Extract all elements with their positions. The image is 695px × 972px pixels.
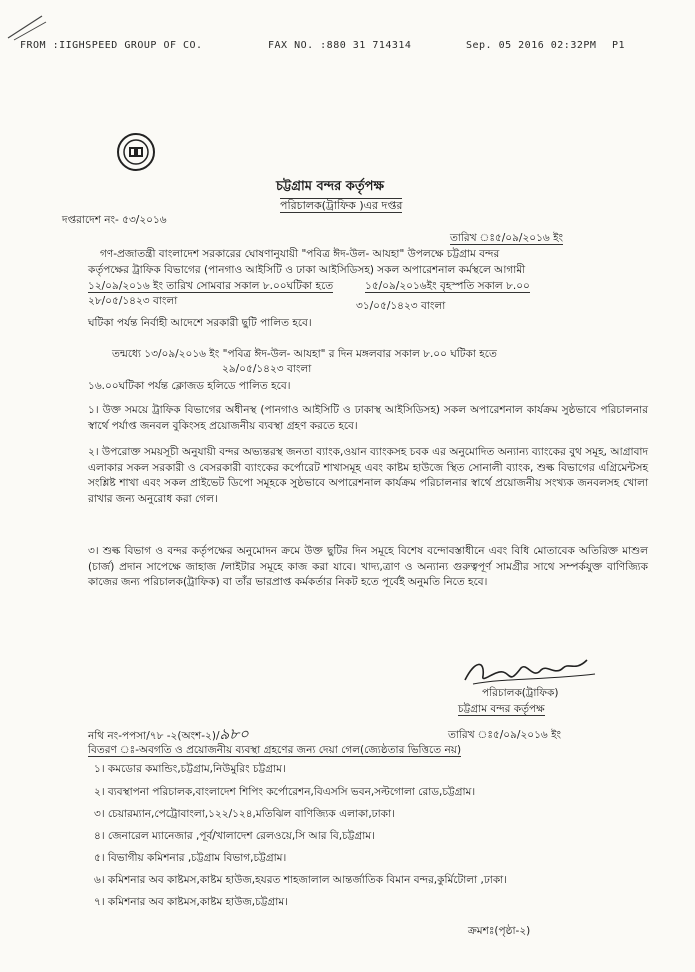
office-subtitle [280, 197, 402, 216]
item-3: ৩। শুল্ক বিভাগ ও বন্দর কর্তৃপক্ষের অনুমোদন ক্রমে উক্ত ছুটির দিন সমূহে বিশেষ বন্দোবস্তাধীনে এবং বিধি মোতাবেক অতিরিক্ত মাশুল (চার্জ) প্রদান সাপেক্ষে জাহাজ /লাইটার সমূহে কাজ করা যাবে। খাদ্য,ত্রাণ ও অন্যান্য গুরুত্বপূর্ণ সামগ্রীর সাথে সম্পর্কযুক্ত বাণিজ্যিক কাজের জন্য পরিচালক(ট্রাফিক) বা তাঁর ভারপ্রাপ্ত কর্মকর্তার নিকট হতে পূর্বেই অনুমতি নিতে হবে। [88, 545, 648, 588]
signatory-org-text: চট্টগ্রাম বন্দর কর্তৃপক্ষ [458, 703, 545, 715]
fax-from: FROM :IIGHSPEED GROUP OF CO. [20, 40, 203, 51]
order-date-text: তারিখ ঃ৫/০৯/২০১৬ ইং [450, 232, 564, 244]
order-date [450, 231, 563, 245]
p1-line3b-text: ১৫/০৯/২০১৬ইং বৃহস্পতি সকাল ৮.০০ [365, 280, 530, 292]
item-1: ১। উক্ত সময়ে ট্রাফিক বিভাগের অধীনস্থ (পানগাও আইসিটি ও ঢাকাস্থ আইসিডিসহ) সকল অপারেশনাল কার্যক্রম সুষ্ঠভাবে পরিচালনার স্বার্থে পর্যাপ্ত জনবল বুকিংসহ প্রয়োজনীয় ব্যবস্থা গ্রহণ করতে হবে। [88, 404, 648, 432]
p1-line5: ঘটিকা পর্যন্ত নির্বাহী আদেশে সরকারী ছুটি পালিত হবে। [88, 317, 312, 329]
authority-title: চট্টগ্রাম বন্দর কর্তৃপক্ষ [276, 179, 385, 194]
distribution-item: ৬। কমিশনার অব কাষ্টমস,কাষ্টম হাউজ,হযরত শাহজালাল আন্তর্জাতিক বিমান বন্দর,কুর্মিটোলা ,ঢাকা। [94, 874, 507, 886]
p1-line3b [365, 279, 530, 293]
p1-line4b: ৩১/০৫/১৪২৩ বাংলা [356, 300, 446, 312]
office-subtitle-text: পরিচালক(ট্রাফিক )এর দপ্তর [280, 199, 403, 212]
item-2: ২। উপরোক্ত সময়সূচী অনুযায়ী বন্দর অভ্যন্তরস্থ জনতা ব্যাংক,ওয়ান ব্যাংকসহ চবক এর অনুমোদিত অন্যান্য ব্যাংকের বুথ সমূহ, আগ্রাবাদ এলাকার সকল সরকারী ও বেসরকারী ব্যাংকের কর্পোরেট শাখাসমূহ এবং কাষ্টম হাউজে স্থিত সোনালী ব্যাংক, শুল্ক বিভাগের এগ্রিমেন্টসহ সংশ্লিষ্ট শাখা এবং সকল প্রাইভেট ডিপো সমূহকে সুষ্ঠভাবে অপারেশনাল কার্যক্রম পরিচালনার স্বার্থে প্রয়োজনীয় সংখ্যক জনবলসহ খোলা রাখার জন্য অনুরোধ করা গেল। [88, 446, 648, 505]
distribution-item: ৫। বিভাগীয় কমিশনার ,চট্টগ্রাম বিভাগ,চট্টগ্রাম। [94, 852, 287, 864]
p2-line1: তন্মধ্যে ১৩/০৯/২০১৬ ইং "পবিত্র ঈদ-উল- আযহা" র দিন মঙ্গলবার সকাল ৮.০০ ঘটিকা হতে [112, 348, 497, 360]
distribution-item: ২। ব্যবস্থাপনা পরিচালক,বাংলাদেশ শিপিং কর্পোরেশন,বিএসসি ভবন,সল্টগোলা রোড,চট্টগ্রাম। [94, 786, 476, 798]
distribution-title [88, 743, 461, 757]
memo-number [88, 727, 249, 743]
p2-line2: ২৯/০৫/১৪২৩ বাংলা [222, 363, 312, 375]
order-number: দপ্তরাদেশ নং- ৫৩/২০১৬ [62, 214, 167, 226]
memo-number-text: নথি নং-পপসা/৭৮ -২(অংশ-২)/ [88, 730, 220, 742]
continued-note: ক্রমশঃ(পৃষ্ঠা-২) [468, 925, 531, 937]
p2-line3: ১৬.০০ঘটিকা পর্যন্ত ক্লোজড হলিডে পালিত হবে। [88, 380, 291, 392]
memo-handwritten-number: ৯৮০ [219, 725, 249, 743]
memo-date: তারিখ ঃ৫/০৯/২০১৬ ইং [448, 729, 562, 741]
distribution-item: ৪। জেনারেল ম্যানেজার ,পূর্ব/খালাদেশ রেলওয়ে,সি আর বি,চট্টগ্রাম। [94, 830, 375, 842]
p1-line3a-text: ১২/০৯/২০১৬ ইং তারিখ সোমবার সকাল ৮.০০ঘটিকা হতে [88, 280, 334, 292]
distribution-item: ১। কমডোর কমান্ডিং,চট্টগ্রাম,নিউমুরিং চট্টগ্রাম। [94, 763, 286, 775]
distribution-item: ৭। কমিশনার অব কাষ্টমস,কাষ্টম হাউজ,চট্টগ্রাম। [94, 896, 288, 908]
p1-line1: গণ-প্রজাতন্ত্রী বাংলাদেশ সরকারের ঘোষণানুযায়ী "পবিত্র ঈদ-উল- আযহা" উপলক্ষে চট্টগ্রাম বন্দর [100, 248, 500, 260]
fax-page: P1 [612, 40, 626, 51]
fax-date: Sep. 05 2016 02:32PM [466, 40, 597, 51]
p1-line4a: ২৮/০৫/১৪২৩ বাংলা [88, 295, 178, 307]
p1-line3a [88, 279, 333, 293]
port-authority-logo [116, 132, 156, 172]
p1-line2: কর্তৃপক্ষের ট্রাফিক বিভাগের (পানগাও আইসিটি ও ঢাকা আইসিডিসহ) সকল অপারেশনাল কর্মস্থলে আগামী [88, 264, 526, 276]
fax-number: FAX NO. :880 31 714314 [268, 40, 412, 51]
signatory-title: পরিচালক(ট্রাফিক) [482, 687, 559, 699]
corner-mark [4, 10, 50, 44]
distribution-item: ৩। চেয়ারম্যান,পেট্রোবাংলা,১২২/১২৪,মতিঝিল বাণিজ্যিক এলাকা,ঢাকা। [94, 808, 395, 820]
signatory-org [458, 702, 545, 716]
distribution-title-text: বিতরণ ঃ-অবগতি ও প্রয়োজনীয় ব্যবস্থা গ্রহণের জন্য দেয়া গেল(জ্যেষ্ঠতার ভিত্তিতে নয়) [88, 744, 462, 756]
